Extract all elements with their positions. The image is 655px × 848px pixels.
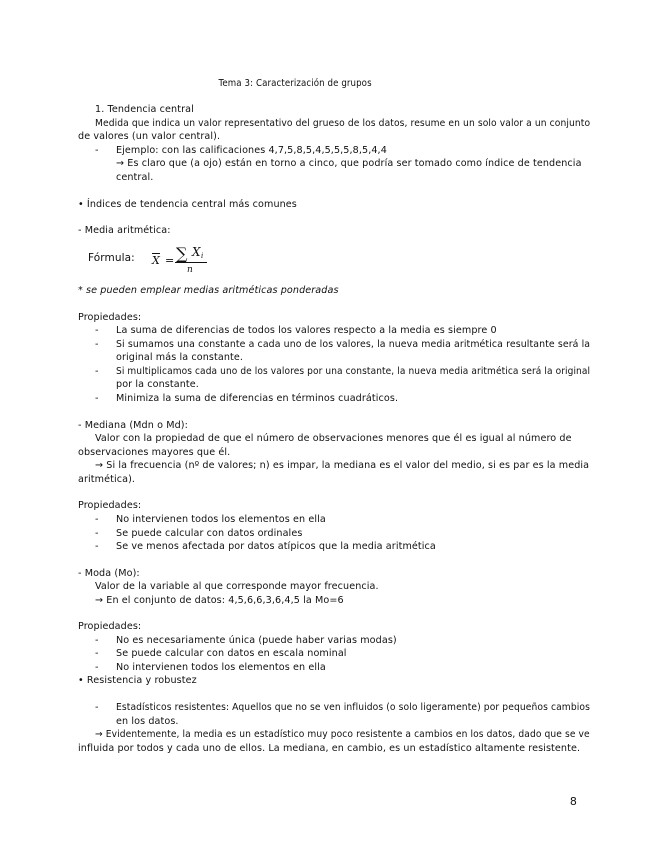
bullet-dash: - — [95, 528, 99, 539]
property-item: Se ve menos afectada por datos atípicos que la media aritmética — [116, 541, 436, 552]
property-item: Si sumamos una constante a cada uno de los valores, la nueva media aritmética resultante será la — [116, 339, 591, 350]
bullet-dash: - — [95, 662, 99, 673]
props-heading: Propiedades: — [78, 621, 142, 632]
property-item: No intervienen todos los elementos en ella — [116, 514, 326, 525]
example-line: Ejemplo: con las calificaciones 4,7,5,8,5,4,5,5,5,8,5,4,4 — [116, 145, 387, 156]
formula-subscript: i — [201, 252, 204, 260]
property-item: Minimiza la suma de diferencias en términos cuadráticos. — [116, 393, 399, 404]
bullet-dash: - — [95, 366, 99, 377]
formula-xbar: $\overline{X}$ — [152, 254, 160, 267]
definition-line: observaciones mayores que él. — [78, 447, 231, 458]
bullet-dash: - — [95, 635, 99, 646]
property-item: Se puede calcular con datos en escala nominal — [116, 648, 347, 659]
conclusion-line: central. — [116, 172, 154, 183]
weighted-note: * se pueden emplear medias aritméticas ponderadas — [78, 285, 339, 296]
formula-xi: X — [192, 245, 201, 259]
property-item-cont: por la constante. — [116, 379, 199, 390]
arrow-line: aritmética). — [78, 474, 136, 485]
mean-formula — [88, 240, 228, 280]
property-item: No intervienen todos los elementos en ella — [116, 662, 326, 673]
page-number: 8 — [569, 795, 577, 808]
example-line: → En el conjunto de datos: 4,5,6,6,3,6,4,5 la Mo=6 — [95, 595, 344, 606]
property-item-cont: original más la constante. — [116, 352, 244, 363]
bullet-dash: - — [95, 514, 99, 525]
property-item: No es necesariamente única (puede haber varias modas) — [116, 635, 397, 646]
props-heading: Propiedades: — [78, 312, 142, 323]
property-item: Si multiplicamos cada uno de los valores por una constante, la nueva media aritmética será la original — [116, 366, 591, 377]
bullet-dash: - — [95, 145, 99, 156]
formula-equals: = — [165, 254, 175, 267]
bullet-dash: - — [95, 393, 99, 404]
definition-line: de valores (un valor central). — [78, 131, 221, 142]
property-item: Se puede calcular con datos ordinales — [116, 528, 303, 539]
bullet-dash: - — [95, 339, 99, 350]
formula-denominator: n — [187, 265, 193, 275]
conclusion-line: → Es claro que (a ojo) están en torno a cinco, que podría ser tomado como índice de tendencia — [116, 158, 582, 169]
property-item: Estadísticos resistentes: Aquellos que no se ven influidos (o solo ligeramente) por pequeños cambios — [116, 702, 590, 713]
section-heading-tendencia: 1. Tendencia central — [95, 104, 194, 115]
formula-label: Fórmula: — [88, 252, 135, 264]
bullet-dash: - — [95, 702, 99, 713]
conclusion-line: → Evidentemente, la media es un estadístico muy poco resistente a cambios en los datos, dado que se ve — [95, 729, 590, 740]
moda-heading: - Moda (Mo): — [78, 568, 140, 579]
formula-sum: ∑ — [176, 244, 188, 263]
arrow-line: → Si la frecuencia (nº de valores; n) es impar, la mediana es el valor del medio, si es par es la media — [95, 460, 590, 471]
property-item-cont: en los datos. — [116, 716, 179, 727]
bullet-dash: - — [95, 325, 99, 336]
property-item: La suma de diferencias de todos los valores respecto a la media es siempre 0 — [116, 325, 497, 336]
definition-line: Medida que indica un valor representativo del grueso de los datos, resume en un solo valor a un conjunto — [95, 118, 591, 129]
media-heading: - Media aritmética: — [78, 225, 171, 236]
page-title: Tema 3: Caracterización de grupos — [218, 78, 372, 89]
mediana-heading: - Mediana (Mdn o Md): — [78, 420, 188, 431]
definition-line: Valor de la variable al que corresponde mayor frecuencia. — [95, 581, 379, 592]
formula-fraction-bar — [175, 262, 207, 263]
conclusion-line: influida por todos y cada uno de ellos. La mediana, en cambio, es un estadístico altamente resistente. — [78, 743, 581, 754]
resistencia-heading: • Resistencia y robustez — [78, 675, 197, 686]
bullet-dash: - — [95, 541, 99, 552]
props-heading: Propiedades: — [78, 500, 142, 511]
indices-heading: • Índices de tendencia central más comunes — [78, 199, 297, 210]
bullet-dash: - — [95, 648, 99, 659]
definition-line: Valor con la propiedad de que el número de observaciones menores que él es igual al número de — [95, 433, 572, 444]
